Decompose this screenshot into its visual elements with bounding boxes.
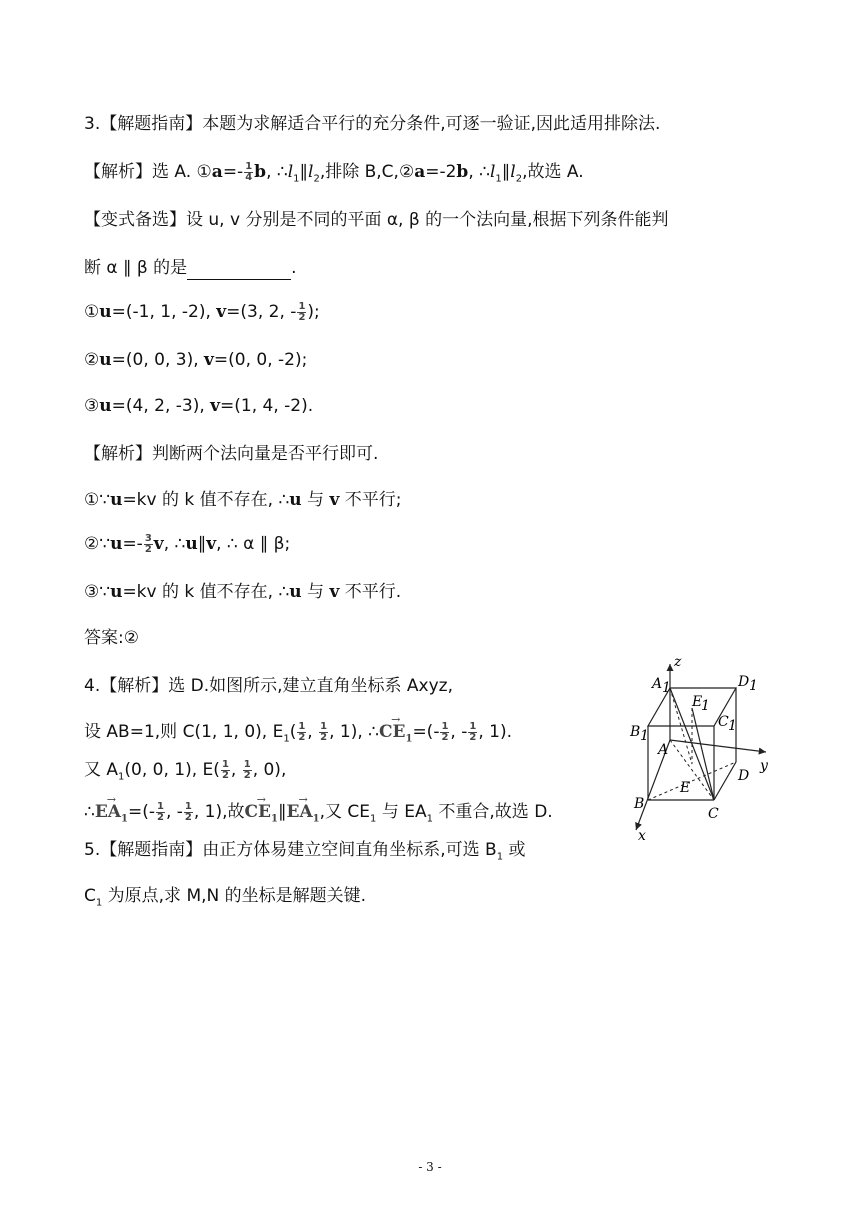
q4-line-4	[84, 800, 553, 831]
fraction	[297, 302, 306, 323]
q4-line-2	[84, 720, 512, 751]
text: ②∵	[84, 534, 111, 554]
label-e1-sub: 1	[701, 698, 710, 714]
text: =(-1, 1, -2),	[111, 302, 217, 322]
vector-v: v	[153, 534, 164, 554]
numerator: 1	[156, 800, 164, 812]
numerator: 1	[245, 160, 253, 172]
numerator: 1	[320, 720, 328, 732]
vector-v: v	[204, 350, 214, 370]
label-e1: E	[692, 694, 703, 710]
text: ①	[84, 302, 100, 322]
vector-u: u	[110, 534, 123, 554]
solution-3	[84, 580, 401, 604]
label-b: B	[634, 796, 645, 812]
fraction	[297, 722, 306, 743]
vector-ea1	[95, 800, 128, 831]
text: , 0),	[252, 760, 287, 780]
subscript: 1	[120, 813, 128, 825]
vector-b: b	[456, 162, 469, 182]
vector-u: u	[99, 302, 112, 322]
text: 不平行;	[339, 490, 402, 510]
text: ∴	[84, 802, 95, 822]
subscript: 1	[118, 771, 125, 783]
vector-label: EA	[286, 802, 313, 822]
text: , ∴ α ∥ β;	[216, 534, 291, 554]
denominator: 2	[144, 543, 152, 555]
text: =kv 的 k 值不存在, ∴	[122, 582, 290, 602]
denominator: 2	[184, 811, 192, 823]
label-b1: B	[630, 724, 641, 740]
denominator: 4	[245, 171, 253, 183]
parallel-symbol: ∥	[197, 534, 207, 554]
vector-label: CE	[378, 722, 406, 742]
parallel-symbol: ∥	[278, 802, 287, 822]
text: =(0, 0, 3),	[111, 350, 205, 370]
text: =(4, 2, -3),	[111, 396, 211, 416]
text: ,排除 B,C,②	[319, 162, 415, 182]
label-d1: D	[738, 674, 750, 690]
numerator: 1	[184, 800, 192, 812]
line-l: l	[308, 162, 314, 182]
label-b1-sub: 1	[640, 728, 649, 744]
text: ③∵	[84, 582, 111, 602]
q5-line-2	[84, 884, 366, 915]
subscript: 1	[496, 851, 504, 863]
text: 【解析】选 A. ①	[84, 162, 212, 182]
vector-label: CE	[244, 802, 272, 822]
text: 与 EA	[376, 802, 427, 822]
text: =(-	[412, 722, 440, 742]
dashed-line	[648, 762, 736, 800]
vector-u: u	[289, 582, 302, 602]
text: =(0, 0, -2);	[213, 350, 308, 370]
numerator: 1	[298, 720, 306, 732]
fraction	[243, 760, 252, 781]
subscript: 1	[293, 173, 300, 185]
solution-2	[84, 532, 290, 556]
vector-u: u	[185, 534, 198, 554]
text: , 1).	[478, 722, 513, 742]
vector-u: u	[99, 350, 112, 370]
vector-label: EA	[94, 802, 121, 822]
vector-ea1	[287, 800, 320, 831]
vector-ce1	[379, 720, 412, 751]
subscript: 1	[283, 733, 290, 745]
fraction	[244, 162, 253, 183]
denominator: 2	[298, 311, 306, 323]
subscript: 1	[405, 733, 413, 745]
vector-v: v	[329, 490, 340, 510]
text: , -	[165, 802, 183, 822]
text: ②	[84, 350, 100, 370]
text: ,	[307, 722, 319, 742]
fraction	[156, 802, 165, 823]
subscript: 1	[271, 813, 278, 825]
text: 不平行.	[339, 582, 402, 602]
solution-1	[84, 488, 402, 512]
label-x: x	[638, 828, 646, 842]
text: 5.【解题指南】由正方体易建立空间直角坐标系,可选 B	[84, 840, 497, 860]
denominator: 2	[469, 731, 477, 743]
denominator: 2	[243, 769, 251, 781]
text: C	[84, 886, 96, 906]
option-1	[84, 300, 320, 324]
option-2	[84, 348, 307, 372]
text: , ∴	[163, 534, 186, 554]
label-d1-sub: 1	[749, 678, 758, 694]
subscript: 2	[313, 173, 320, 185]
fraction	[468, 722, 477, 743]
numerator: 1	[221, 758, 229, 770]
text: =(3, 2, -	[226, 302, 297, 322]
q4-line-1: 4.【解析】选 D.如图所示,建立直角坐标系 Axyz,	[84, 676, 454, 696]
denominator: 2	[320, 731, 328, 743]
vector-v: v	[216, 302, 227, 322]
subscript: 2	[515, 173, 523, 185]
vector-b: b	[254, 162, 267, 182]
fraction	[319, 722, 328, 743]
answer-blank	[187, 261, 291, 280]
text: 又 A	[84, 760, 119, 780]
label-a1: A	[652, 676, 663, 692]
text: );	[307, 302, 320, 322]
text: ,故选 A.	[522, 162, 584, 182]
label-c1: C	[718, 714, 729, 730]
page-number: - 3 -	[418, 1160, 442, 1174]
numerator: 1	[298, 300, 306, 312]
denominator: 2	[298, 731, 306, 743]
line-l: l	[489, 162, 496, 182]
y-axis	[670, 740, 766, 752]
vector-a: a	[211, 162, 223, 182]
text: 为原点,求 M,N 的坐标是解题关键.	[102, 886, 367, 906]
text: (0, 0, 1), E(	[124, 760, 220, 780]
numerator: 3	[144, 532, 152, 544]
line-l: l	[287, 162, 294, 182]
text: 断 α ∥ β 的是	[84, 258, 188, 278]
answer-line: 答案:②	[84, 628, 139, 648]
edge	[714, 762, 736, 800]
cube-figure	[628, 652, 778, 842]
subscript: 1	[426, 813, 433, 825]
subscript: 1	[495, 173, 502, 185]
label-a: A	[658, 742, 669, 758]
line-l: l	[510, 162, 516, 182]
fraction	[184, 802, 193, 823]
text: , -	[450, 722, 468, 742]
text: ,	[230, 760, 242, 780]
numerator: 1	[441, 720, 449, 732]
denominator: 2	[221, 769, 229, 781]
text: 与	[301, 582, 330, 602]
vector-u: u	[289, 490, 302, 510]
label-y: y	[760, 758, 768, 774]
text: 与	[301, 490, 330, 510]
fraction	[221, 760, 230, 781]
numerator: 1	[243, 758, 251, 770]
q5-line-1	[84, 838, 525, 869]
text: 设 AB=1,则 C(1, 1, 0), E	[84, 722, 284, 742]
text: =-	[122, 534, 143, 554]
solution-heading: 【解析】判断两个法向量是否平行即可.	[84, 444, 379, 464]
subscript: 1	[370, 813, 377, 825]
text: =-	[222, 162, 244, 182]
numerator: 1	[469, 720, 477, 732]
label-e: E	[680, 780, 691, 796]
label-d: D	[738, 768, 750, 784]
vector-v: v	[206, 534, 217, 554]
text: , 1), ∴	[329, 722, 379, 742]
label-z: z	[674, 654, 682, 670]
parallel-symbol: ∥	[299, 162, 308, 182]
subscript: 1	[312, 813, 320, 825]
vector-v: v	[329, 582, 340, 602]
text: , ∴	[266, 162, 288, 182]
vector-u: u	[110, 582, 123, 602]
variant-line-2	[84, 256, 297, 280]
parallel-symbol: ∥	[501, 162, 511, 182]
text: 不重合,故选 D.	[432, 802, 553, 822]
text: =-2	[425, 162, 457, 182]
q3-heading: 3.【解题指南】本题为求解适合平行的充分条件,可逐一验证,因此适用排除法.	[84, 114, 661, 134]
q4-line-3	[84, 758, 286, 789]
fraction	[144, 534, 153, 555]
text: =(-	[127, 802, 155, 822]
text: .	[291, 258, 297, 278]
text: 或	[503, 840, 526, 860]
variant-line-1: 【变式备选】设 u, v 分别是不同的平面 α, β 的一个法向量,根据下列条件能判	[84, 210, 669, 230]
text: ,又 CE	[319, 802, 371, 822]
text: =(1, 4, -2).	[220, 396, 314, 416]
option-3	[84, 394, 313, 418]
vector-u: u	[110, 490, 123, 510]
vector-a: a	[414, 162, 426, 182]
text: ③	[84, 396, 100, 416]
denominator: 2	[441, 731, 449, 743]
text: , 1),故	[193, 802, 245, 822]
fraction	[440, 722, 449, 743]
text: , ∴	[468, 162, 490, 182]
label-c: C	[708, 806, 719, 822]
vector-u: u	[99, 396, 112, 416]
text: (	[289, 722, 297, 742]
q3-analysis	[84, 160, 584, 191]
text: =kv 的 k 值不存在, ∴	[122, 490, 290, 510]
vector-ce1	[245, 800, 278, 831]
vector-v: v	[210, 396, 221, 416]
label-a1-sub: 1	[662, 680, 671, 696]
denominator: 2	[156, 811, 164, 823]
text: ①∵	[84, 490, 111, 510]
subscript: 1	[95, 897, 103, 909]
label-c1-sub: 1	[728, 718, 737, 734]
